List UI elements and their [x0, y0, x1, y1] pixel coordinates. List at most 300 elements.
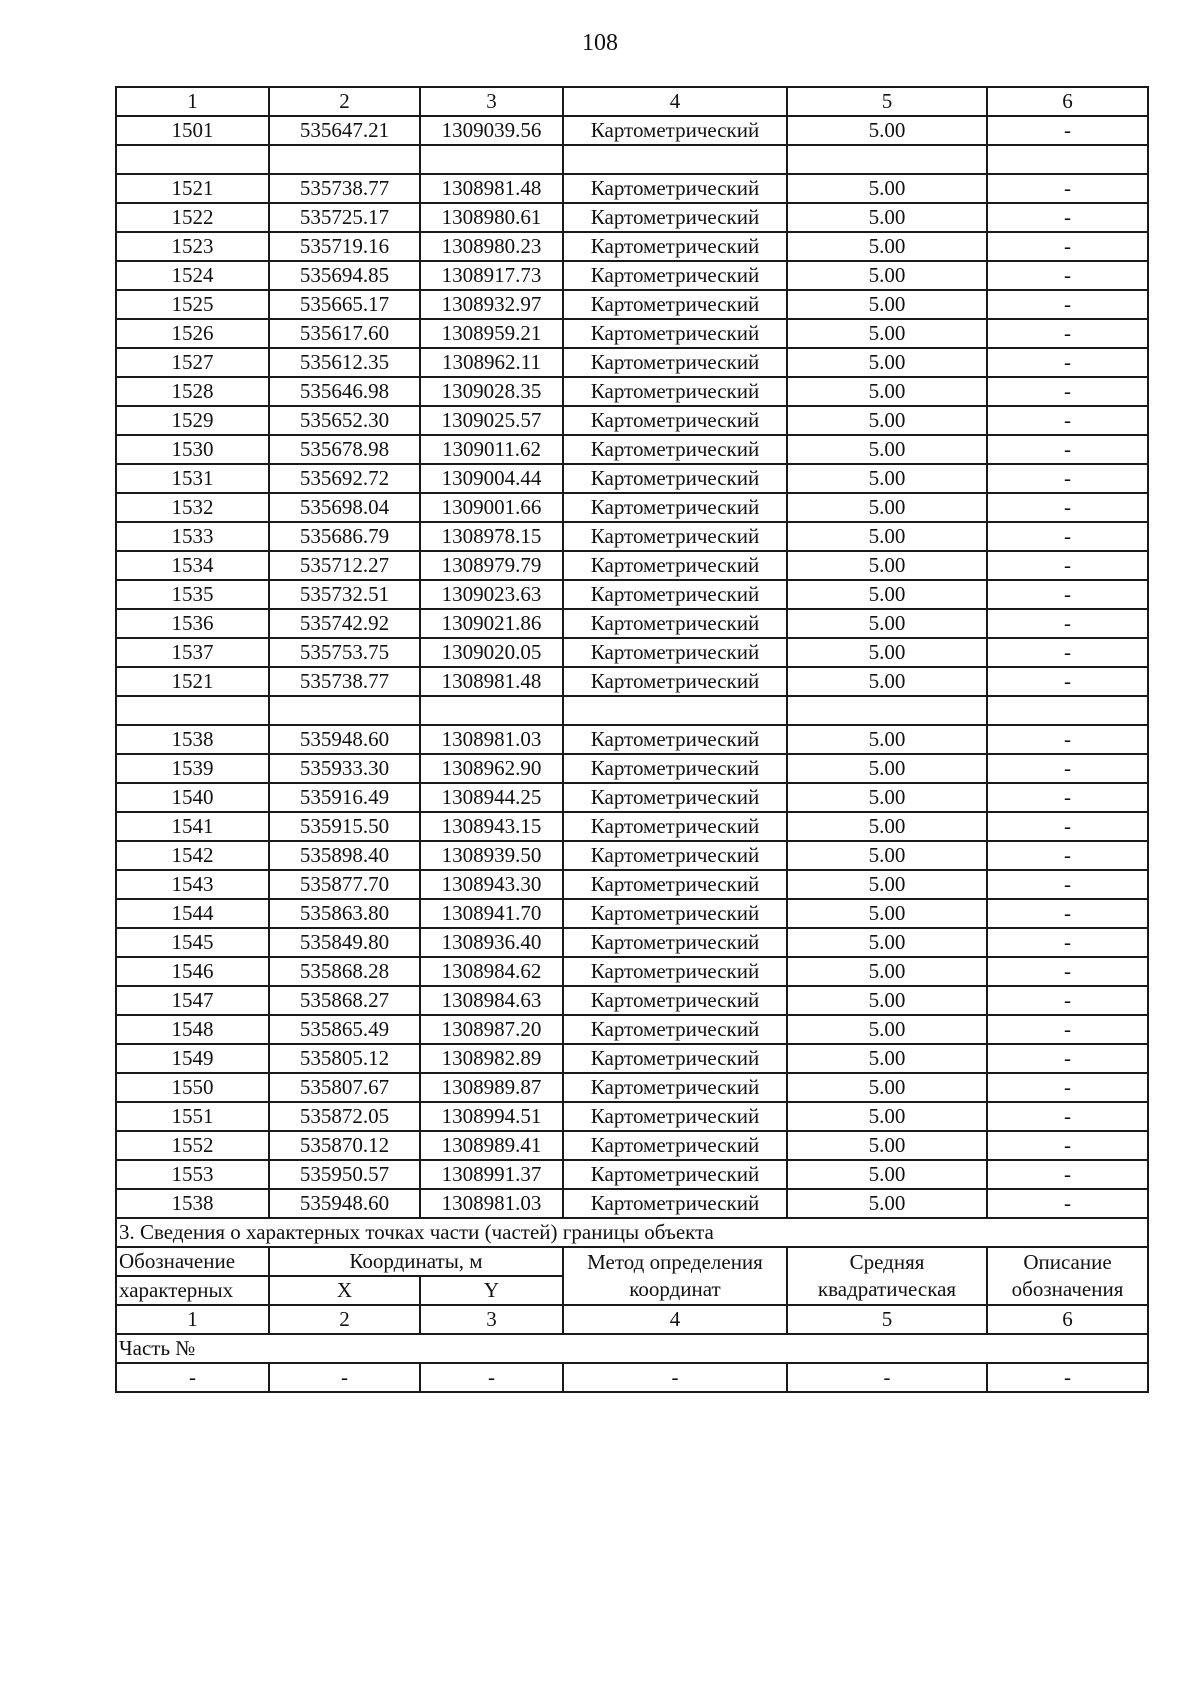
x-coordinate-cell: 535807.67: [269, 1073, 420, 1102]
point-number-cell: 1552: [116, 1131, 269, 1160]
description-cell: -: [987, 609, 1148, 638]
x-coordinate-cell: 535868.28: [269, 957, 420, 986]
description-cell: -: [987, 348, 1148, 377]
description-cell: -: [987, 870, 1148, 899]
x-coordinate-cell: 535678.98: [269, 435, 420, 464]
x-coordinate-cell: 535753.75: [269, 638, 420, 667]
column-number: 2: [269, 1305, 420, 1334]
accuracy-cell: 5.00: [787, 116, 987, 145]
description-cell: -: [987, 406, 1148, 435]
table-row: [116, 348, 1148, 377]
accuracy-cell: 5.00: [787, 435, 987, 464]
y-coordinate-cell: 1308944.25: [420, 783, 563, 812]
y-coordinate-cell: 1308994.51: [420, 1102, 563, 1131]
point-number-cell: 1549: [116, 1044, 269, 1073]
point-number-cell: 1544: [116, 899, 269, 928]
part-cell: -: [563, 1363, 787, 1392]
x-coordinate-cell: 535863.80: [269, 899, 420, 928]
table-row: [116, 145, 1148, 174]
y-coordinate-cell: 1308939.50: [420, 841, 563, 870]
table-row: [116, 377, 1148, 406]
method-cell: Картометрический: [563, 174, 787, 203]
table-row: [116, 841, 1148, 870]
table-row: [116, 696, 1148, 725]
point-number-cell: [116, 696, 269, 725]
y-coordinate-cell: 1308981.48: [420, 667, 563, 696]
accuracy-cell: 5.00: [787, 1131, 987, 1160]
point-number-cell: 1526: [116, 319, 269, 348]
method-cell: Картометрический: [563, 203, 787, 232]
point-number-cell: 1533: [116, 522, 269, 551]
section-3-column-number-row: [116, 1305, 1148, 1334]
method-cell: Картометрический: [563, 464, 787, 493]
method-cell: Картометрический: [563, 1189, 787, 1218]
accuracy-cell: 5.00: [787, 841, 987, 870]
table-row: [116, 1073, 1148, 1102]
table-row: [116, 290, 1148, 319]
column-number: 6: [987, 87, 1148, 116]
x-coordinate-cell: 535712.27: [269, 551, 420, 580]
table-row: [116, 609, 1148, 638]
y-coordinate-cell: 1308917.73: [420, 261, 563, 290]
x-coordinate-cell: 535933.30: [269, 754, 420, 783]
method-cell: Картометрический: [563, 638, 787, 667]
description-cell: -: [987, 1073, 1148, 1102]
x-coordinate-cell: 535950.57: [269, 1160, 420, 1189]
method-cell: Картометрический: [563, 290, 787, 319]
column-number: 3: [420, 87, 563, 116]
coordinates-table: [115, 86, 1149, 1393]
point-number-cell: 1547: [116, 986, 269, 1015]
description-cell: -: [987, 464, 1148, 493]
section-3-title-row: [116, 1218, 1148, 1247]
description-cell: -: [987, 493, 1148, 522]
column-number-header-row: [116, 87, 1148, 116]
column-number: 5: [787, 1305, 987, 1334]
method-cell: Картометрический: [563, 1131, 787, 1160]
table-row: [116, 174, 1148, 203]
accuracy-cell: 5.00: [787, 232, 987, 261]
y-coordinate-cell: 1309028.35: [420, 377, 563, 406]
x-coordinate-cell: 535948.60: [269, 1189, 420, 1218]
description-cell: -: [987, 1102, 1148, 1131]
method-cell: Картометрический: [563, 928, 787, 957]
description-cell: -: [987, 1160, 1148, 1189]
table-row: [116, 464, 1148, 493]
y-coordinate-cell: 1309039.56: [420, 116, 563, 145]
method-cell: Картометрический: [563, 1044, 787, 1073]
accuracy-cell: 5.00: [787, 783, 987, 812]
accuracy-cell: 5.00: [787, 580, 987, 609]
table-row: [116, 754, 1148, 783]
description-cell: -: [987, 812, 1148, 841]
method-cell: Картометрический: [563, 1160, 787, 1189]
method-cell: Картометрический: [563, 232, 787, 261]
table-row: [116, 493, 1148, 522]
method-cell: Картометрический: [563, 551, 787, 580]
part-cell: -: [420, 1363, 563, 1392]
part-cell: -: [116, 1363, 269, 1392]
table-row: [116, 812, 1148, 841]
table-row: [116, 957, 1148, 986]
part-cell: -: [269, 1363, 420, 1392]
y-coordinate-cell: 1308979.79: [420, 551, 563, 580]
description-cell: -: [987, 667, 1148, 696]
y-coordinate-cell: 1309001.66: [420, 493, 563, 522]
description-cell: -: [987, 928, 1148, 957]
y-coordinate-cell: 1308989.87: [420, 1073, 563, 1102]
method-cell: Картометрический: [563, 841, 787, 870]
point-number-cell: 1551: [116, 1102, 269, 1131]
description-cell: -: [987, 754, 1148, 783]
method-cell: Картометрический: [563, 725, 787, 754]
method-header-line1: Метод определения: [587, 1250, 763, 1274]
table-row: [116, 1044, 1148, 1073]
y-coordinate-cell: 1308936.40: [420, 928, 563, 957]
method-cell: Картометрический: [563, 783, 787, 812]
x-coordinate-cell: 535916.49: [269, 783, 420, 812]
accuracy-cell: 5.00: [787, 406, 987, 435]
x-coordinate-cell: 535805.12: [269, 1044, 420, 1073]
x-coordinate-cell: 535694.85: [269, 261, 420, 290]
table-row: [116, 203, 1148, 232]
method-cell: [563, 145, 787, 174]
accuracy-cell: 5.00: [787, 551, 987, 580]
table-row: [116, 1015, 1148, 1044]
description-header: [987, 1247, 1148, 1305]
y-coordinate-cell: 1308943.15: [420, 812, 563, 841]
method-cell: Картометрический: [563, 667, 787, 696]
point-number-cell: 1545: [116, 928, 269, 957]
description-cell: -: [987, 522, 1148, 551]
y-coordinate-cell: 1308980.23: [420, 232, 563, 261]
table-row: [116, 232, 1148, 261]
x-coordinate-cell: 535725.17: [269, 203, 420, 232]
point-number-cell: 1527: [116, 348, 269, 377]
part-data-row: [116, 1363, 1148, 1392]
method-cell: Картометрический: [563, 580, 787, 609]
accuracy-cell: 5.00: [787, 899, 987, 928]
x-coordinate-cell: 535865.49: [269, 1015, 420, 1044]
table-row: [116, 638, 1148, 667]
point-number-cell: 1543: [116, 870, 269, 899]
description-cell: -: [987, 957, 1148, 986]
description-cell: -: [987, 899, 1148, 928]
x-coordinate-cell: 535646.98: [269, 377, 420, 406]
accuracy-cell: 5.00: [787, 493, 987, 522]
point-number-cell: 1539: [116, 754, 269, 783]
description-cell: -: [987, 1015, 1148, 1044]
description-header-line2: обозначения: [1011, 1277, 1124, 1301]
part-cell: -: [787, 1363, 987, 1392]
point-number-cell: 1531: [116, 464, 269, 493]
y-coordinate-header: Y: [420, 1276, 563, 1305]
point-number-cell: 1501: [116, 116, 269, 145]
point-number-cell: 1524: [116, 261, 269, 290]
table-row: [116, 435, 1148, 464]
y-coordinate-cell: 1309021.86: [420, 609, 563, 638]
accuracy-cell: 5.00: [787, 464, 987, 493]
method-cell: Картометрический: [563, 986, 787, 1015]
point-number-cell: 1536: [116, 609, 269, 638]
point-number-cell: 1521: [116, 174, 269, 203]
table-row: [116, 928, 1148, 957]
table-row: [116, 580, 1148, 609]
accuracy-cell: 5.00: [787, 319, 987, 348]
method-cell: Картометрический: [563, 261, 787, 290]
x-coordinate-cell: 535915.50: [269, 812, 420, 841]
page-number: 108: [582, 30, 618, 56]
table-row: [116, 406, 1148, 435]
accuracy-cell: 5.00: [787, 986, 987, 1015]
y-coordinate-cell: 1308962.11: [420, 348, 563, 377]
description-header-line1: Описание: [1023, 1250, 1112, 1274]
description-cell: -: [987, 174, 1148, 203]
y-coordinate-cell: 1309004.44: [420, 464, 563, 493]
x-coordinate-cell: 535849.80: [269, 928, 420, 957]
method-cell: Картометрический: [563, 870, 787, 899]
description-cell: [987, 145, 1148, 174]
accuracy-cell: 5.00: [787, 928, 987, 957]
accuracy-header: [787, 1247, 987, 1305]
accuracy-cell: 5.00: [787, 1044, 987, 1073]
x-coordinate-cell: 535647.21: [269, 116, 420, 145]
description-cell: -: [987, 1131, 1148, 1160]
point-number-cell: 1542: [116, 841, 269, 870]
coordinates-header: Координаты, м: [269, 1247, 563, 1276]
point-number-cell: 1541: [116, 812, 269, 841]
point-number-cell: 1540: [116, 783, 269, 812]
part-cell: -: [987, 1363, 1148, 1392]
x-coordinate-cell: 535738.77: [269, 667, 420, 696]
point-number-cell: 1537: [116, 638, 269, 667]
point-number-cell: 1530: [116, 435, 269, 464]
description-cell: -: [987, 1189, 1148, 1218]
y-coordinate-cell: 1308932.97: [420, 290, 563, 319]
y-coordinate-cell: [420, 696, 563, 725]
y-coordinate-cell: 1308991.37: [420, 1160, 563, 1189]
description-cell: -: [987, 1044, 1148, 1073]
accuracy-cell: 5.00: [787, 754, 987, 783]
table-row: [116, 870, 1148, 899]
point-designation-header: Обозначение: [116, 1247, 269, 1276]
table-row: [116, 986, 1148, 1015]
point-number-cell: 1521: [116, 667, 269, 696]
accuracy-cell: [787, 696, 987, 725]
x-coordinate-cell: [269, 145, 420, 174]
point-number-cell: 1553: [116, 1160, 269, 1189]
section-3-title: 3. Сведения о характерных точках части (частей) границы объекта: [116, 1218, 1148, 1247]
point-number-cell: 1538: [116, 1189, 269, 1218]
x-coordinate-cell: 535742.92: [269, 609, 420, 638]
x-coordinate-cell: 535738.77: [269, 174, 420, 203]
point-number-cell: 1529: [116, 406, 269, 435]
description-cell: -: [987, 841, 1148, 870]
description-cell: -: [987, 435, 1148, 464]
point-number-cell: 1548: [116, 1015, 269, 1044]
y-coordinate-cell: 1309023.63: [420, 580, 563, 609]
accuracy-cell: 5.00: [787, 1015, 987, 1044]
accuracy-cell: 5.00: [787, 638, 987, 667]
y-coordinate-cell: [420, 145, 563, 174]
y-coordinate-cell: 1308984.63: [420, 986, 563, 1015]
description-cell: -: [987, 783, 1148, 812]
y-coordinate-cell: 1308978.15: [420, 522, 563, 551]
x-coordinate-cell: 535719.16: [269, 232, 420, 261]
description-cell: -: [987, 725, 1148, 754]
section-3-header-row-1: [116, 1247, 1148, 1276]
part-number-label: Часть №: [116, 1334, 1148, 1363]
point-number-cell: 1546: [116, 957, 269, 986]
method-cell: Картометрический: [563, 609, 787, 638]
point-number-cell: 1528: [116, 377, 269, 406]
x-coordinate-cell: 535698.04: [269, 493, 420, 522]
method-cell: Картометрический: [563, 377, 787, 406]
accuracy-header-line1: Средняя: [849, 1250, 925, 1274]
method-cell: Картометрический: [563, 1073, 787, 1102]
description-cell: -: [987, 290, 1148, 319]
method-cell: Картометрический: [563, 754, 787, 783]
accuracy-cell: [787, 145, 987, 174]
description-cell: -: [987, 116, 1148, 145]
x-coordinate-cell: 535948.60: [269, 725, 420, 754]
point-number-cell: 1532: [116, 493, 269, 522]
accuracy-cell: 5.00: [787, 203, 987, 232]
x-coordinate-cell: 535665.17: [269, 290, 420, 319]
table-row: [116, 1160, 1148, 1189]
description-cell: -: [987, 319, 1148, 348]
y-coordinate-cell: 1308943.30: [420, 870, 563, 899]
y-coordinate-cell: 1308987.20: [420, 1015, 563, 1044]
column-number: 1: [116, 1305, 269, 1334]
description-cell: -: [987, 986, 1148, 1015]
column-number: 5: [787, 87, 987, 116]
y-coordinate-cell: 1309011.62: [420, 435, 563, 464]
y-coordinate-cell: 1309020.05: [420, 638, 563, 667]
y-coordinate-cell: 1308959.21: [420, 319, 563, 348]
accuracy-cell: 5.00: [787, 667, 987, 696]
method-cell: Картометрический: [563, 1102, 787, 1131]
y-coordinate-cell: 1309025.57: [420, 406, 563, 435]
table-row: [116, 261, 1148, 290]
method-cell: Картометрический: [563, 116, 787, 145]
y-coordinate-cell: 1308962.90: [420, 754, 563, 783]
point-number-cell: 1535: [116, 580, 269, 609]
y-coordinate-cell: 1308984.62: [420, 957, 563, 986]
description-cell: -: [987, 203, 1148, 232]
method-cell: Картометрический: [563, 812, 787, 841]
x-coordinate-cell: 535652.30: [269, 406, 420, 435]
accuracy-cell: 5.00: [787, 377, 987, 406]
description-cell: -: [987, 232, 1148, 261]
table-row: [116, 725, 1148, 754]
y-coordinate-cell: 1308981.03: [420, 1189, 563, 1218]
accuracy-cell: 5.00: [787, 1073, 987, 1102]
point-number-cell: 1525: [116, 290, 269, 319]
accuracy-cell: 5.00: [787, 812, 987, 841]
point-number-cell: 1534: [116, 551, 269, 580]
table-row: [116, 899, 1148, 928]
accuracy-cell: 5.00: [787, 348, 987, 377]
column-number: 4: [563, 87, 787, 116]
method-cell: Картометрический: [563, 319, 787, 348]
table-row: [116, 783, 1148, 812]
method-header: [563, 1247, 787, 1305]
column-number: 4: [563, 1305, 787, 1334]
y-coordinate-cell: 1308989.41: [420, 1131, 563, 1160]
description-cell: [987, 696, 1148, 725]
method-cell: Картометрический: [563, 348, 787, 377]
y-coordinate-cell: 1308981.03: [420, 725, 563, 754]
method-cell: [563, 696, 787, 725]
x-coordinate-cell: 535732.51: [269, 580, 420, 609]
table-row: [116, 522, 1148, 551]
description-cell: -: [987, 638, 1148, 667]
accuracy-header-line2: квадратическая: [817, 1277, 957, 1301]
x-coordinate-cell: 535686.79: [269, 522, 420, 551]
table-row: [116, 1131, 1148, 1160]
accuracy-cell: 5.00: [787, 522, 987, 551]
accuracy-cell: 5.00: [787, 1160, 987, 1189]
x-coordinate-cell: 535870.12: [269, 1131, 420, 1160]
x-coordinate-cell: 535692.72: [269, 464, 420, 493]
method-cell: Картометрический: [563, 406, 787, 435]
accuracy-cell: 5.00: [787, 290, 987, 319]
part-number-row: [116, 1334, 1148, 1363]
x-coordinate-cell: 535617.60: [269, 319, 420, 348]
point-number-cell: 1550: [116, 1073, 269, 1102]
table-row: [116, 319, 1148, 348]
column-number: 1: [116, 87, 269, 116]
column-number: 3: [420, 1305, 563, 1334]
accuracy-cell: 5.00: [787, 1189, 987, 1218]
y-coordinate-cell: 1308941.70: [420, 899, 563, 928]
x-coordinate-cell: 535877.70: [269, 870, 420, 899]
point-number-cell: 1523: [116, 232, 269, 261]
method-header-line2: координат: [629, 1277, 721, 1301]
method-cell: Картометрический: [563, 1015, 787, 1044]
y-coordinate-cell: 1308981.48: [420, 174, 563, 203]
coordinates-table-body: [116, 87, 1148, 1218]
accuracy-cell: 5.00: [787, 870, 987, 899]
table-row: [116, 1189, 1148, 1218]
x-coordinate-cell: 535612.35: [269, 348, 420, 377]
table-row: [116, 116, 1148, 145]
description-cell: -: [987, 377, 1148, 406]
description-cell: -: [987, 580, 1148, 609]
description-cell: -: [987, 261, 1148, 290]
method-cell: Картометрический: [563, 899, 787, 928]
y-coordinate-cell: 1308980.61: [420, 203, 563, 232]
x-coordinate-cell: 535872.05: [269, 1102, 420, 1131]
accuracy-cell: 5.00: [787, 261, 987, 290]
table-row: [116, 551, 1148, 580]
accuracy-cell: 5.00: [787, 1102, 987, 1131]
method-cell: Картометрический: [563, 522, 787, 551]
point-number-cell: [116, 145, 269, 174]
table-row: [116, 1102, 1148, 1131]
column-number: 6: [987, 1305, 1148, 1334]
point-number-cell: 1538: [116, 725, 269, 754]
method-cell: Картометрический: [563, 957, 787, 986]
y-coordinate-cell: 1308982.89: [420, 1044, 563, 1073]
method-cell: Картометрический: [563, 493, 787, 522]
point-number-cell: 1522: [116, 203, 269, 232]
x-coordinate-cell: [269, 696, 420, 725]
section-3-table-body: [116, 1218, 1148, 1392]
point-designation-header-line2: характерных: [116, 1276, 269, 1305]
x-coordinate-cell: 535868.27: [269, 986, 420, 1015]
